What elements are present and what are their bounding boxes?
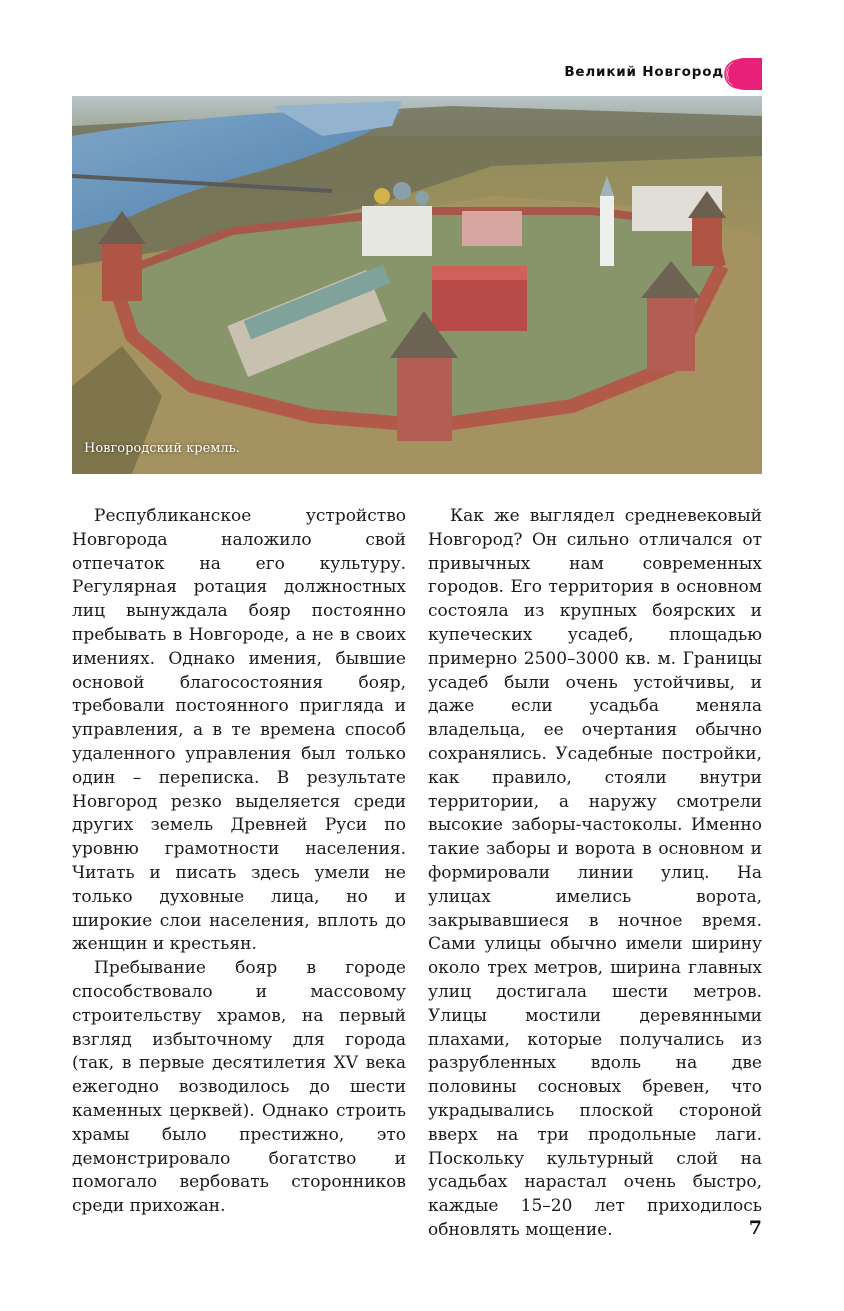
photo-caption: Новгородский кремль. <box>84 441 240 456</box>
paragraph: Республиканское устройство Новгорода наложило свой отпечаток на его культуру. Регулярная ротация должностных лиц вынуждала бояр постоянно пребывать в Новгороде, а не в своих имениях. Однако имения, бывшие основой благосостояния бояр, требовали постоянного пригляда и управления, а в те времена способ удаленного управления был только один – переписка. В результате Новгород резко выделяется среди других земель Древней Руси по уровню грамотности населения. Читать и писать здесь умели не только духовные лица, но и широкие слои населения, вплоть до женщин и крестьян. <box>72 506 406 955</box>
magenta-crescent-icon <box>722 56 762 92</box>
paragraph: Как же выглядел средневековый Новгород? Он сильно отличался от привычных нам современных городов. Его территория в основном состояла из крупных боярских и купеческих усадеб, площадью примерно 2500–3000 кв. м. Границы усадеб были очень устойчивы, и даже если усадьба меняла владельца, ее очертания обычно сохранялись. Усадебные постройки, как правило, стояли внутри территории, а наружу смотрели высокие заборы-частоколы. Именно такие заборы и ворота в основном и формировали линии улиц. На улицах имелись ворота, закрывавшиеся в ночное время. Сами улицы обычно имели ширину около трех метров, ширина главных улиц достигала шести метров. Улицы мостили деревянными плахами, которые получались из разрубленных вдоль на две половины сосновых бревен, что укрaдывались плоской стороной вверх на три продольные лаги. Поскольку культурный слой на усадьбах нарастал очень быстро, каждые 15–20 лет приходилось обновлять мощение. <box>428 506 762 1240</box>
running-header <box>500 56 762 92</box>
text-column-left <box>72 505 406 1219</box>
running-title: Великий Новгород <box>564 64 724 80</box>
text-column-right <box>428 505 762 1243</box>
page-number: 7 <box>748 1217 762 1239</box>
paragraph: Пребывание бояр в городе способствовало и массовому строительству храмов, на первый взгляд избыточному для города (так, в первые десятилетия XV века ежегодно возводилось до шести каменных церквей). Однако строить храмы было престижно, это демонстрировало богатство и помогало вербовать сторонников среди прихожан. <box>72 958 406 1217</box>
kremlin-aerial-photo <box>72 96 762 474</box>
kremlin-illustration <box>72 96 762 474</box>
